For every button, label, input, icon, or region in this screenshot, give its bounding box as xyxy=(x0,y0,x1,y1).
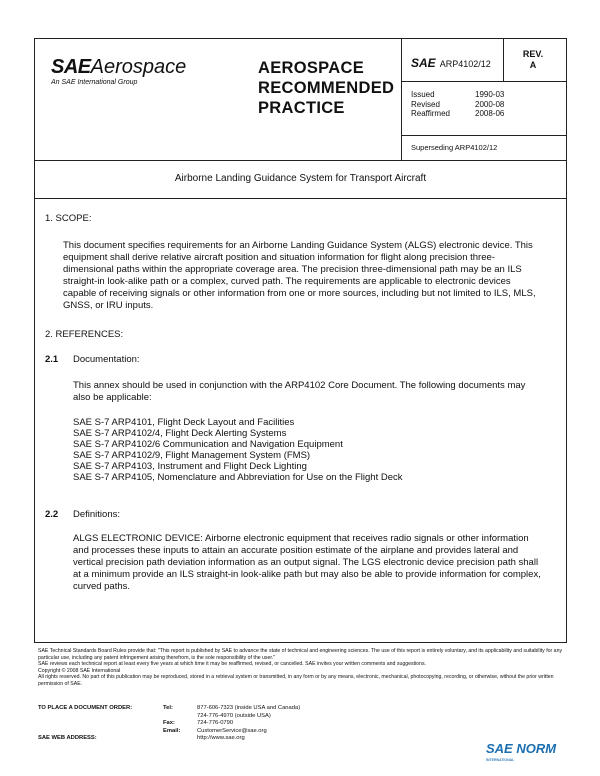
email-label: Email: xyxy=(163,727,181,734)
section-2-1-text: This annex should be used in conjunction with the ARP4102 Core Document. The following documents may also be applicable: xyxy=(73,380,526,403)
tel-label: Tel: xyxy=(163,705,173,711)
doc-mark: SAE xyxy=(411,56,436,70)
reference-item: SAE S-7 ARP4102/9, Flight Management System (FMS) xyxy=(73,450,311,461)
section-2-2-text: ALGS ELECTRONIC DEVICE: Airborne electronic equipment that receives radio signals or other information and processes these inputs to attain an accurate position estimate of the airplane and provides lateral and vertical precision path deviation information as an output signal. The LGS electronic device precision path shall at a minimum provide an ILS straight-in look-alike path but may also be able to provide information for complex, curved paths. xyxy=(73,533,541,592)
title-line-1: AEROSPACE xyxy=(258,59,364,77)
reference-item: SAE S-7 ARP4103, Instrument and Flight Deck Lighting xyxy=(73,461,307,472)
logo-subtitle: An SAE International Group xyxy=(51,79,138,86)
section-2-1-heading: Documentation: xyxy=(73,354,140,365)
web-label: SAE WEB ADDRESS: xyxy=(38,735,97,742)
rev-divider xyxy=(503,39,504,81)
date-label-revised: Revised xyxy=(411,99,440,109)
reference-item: SAE S-7 ARP4101, Flight Deck Layout and Facilities xyxy=(73,417,295,428)
watermark-subtext: INTERNATIONAL xyxy=(486,758,515,762)
fax-label: Fax: xyxy=(163,720,175,727)
footer-review-text: SAE reviews each technical report at least every five years at which time it may be reaffirmed, revised, or cancelled. SAE invites your written comments and suggestions. xyxy=(38,661,426,668)
document-dates xyxy=(411,90,504,119)
header-rule xyxy=(401,81,566,82)
footer-rules-text: SAE Technical Standards Board Rules provide that: "This report is published by SAE to advance the state of technical and engineering sciences. The use of this report is entirely voluntary, and its applicability and suitability for any particular use, including any patent infringement arising therefrom, is the sole responsibility of the user." xyxy=(38,648,563,661)
logo-word: Aerospace xyxy=(90,56,187,78)
legal-footer xyxy=(38,648,568,688)
superseding-note: Superseding ARP4102/12 xyxy=(411,143,498,152)
fax-number: 724-776-0790 xyxy=(197,720,234,727)
reference-list xyxy=(73,417,403,483)
section-2-heading: 2. REFERENCES: xyxy=(45,329,124,340)
reference-item: SAE S-7 ARP4102/4, Flight Deck Alerting Systems xyxy=(73,428,287,439)
doc-number-value: ARP4102/12 xyxy=(439,59,491,69)
section-1-heading: 1. SCOPE: xyxy=(45,213,92,224)
document-number xyxy=(411,56,491,70)
title-line-3: PRACTICE xyxy=(258,99,345,117)
web-link[interactable]: http://www.sae.org xyxy=(197,735,245,742)
footer-copyright: Copyright © 2008 SAE International xyxy=(38,667,121,674)
section-1-text: This document specifies requirements for an Airborne Landing Guidance System (ALGS) electronic device. This equipment shall derive relative aircraft position and situation information for flight along precision three-dimensional paths within the appropriate coverage area. The precision three-dimensional path may be an ILS straight-in look-alike path or a complex, curved path. The requirements are applicable to electronic devices capable of receiving signals or other information from one or more sources, including but not limited to ILS, MLS, GNSS, or IRU inputs. xyxy=(63,240,536,311)
date-value-issued: 1990-03 xyxy=(475,90,505,99)
revision-box xyxy=(511,49,555,71)
reference-item: SAE S-7 ARP4105, Nomenclature and Abbreviation for Use on the Flight Deck xyxy=(73,472,403,483)
footer-rights-text: All rights reserved. No part of this publication may be reproduced, stored in a retrieval system or transmitted, in any form or by any means, electronic, mechanical, photocopying, recording, or otherwise, without the prior written permission of SAE. xyxy=(38,674,554,687)
date-value-reaffirmed: 2008-06 xyxy=(475,109,505,118)
sae-norm-watermark xyxy=(486,741,557,762)
section-2-2-number: 2.2 xyxy=(45,509,59,520)
title-line-2: RECOMMENDED xyxy=(258,79,395,97)
document-title: Airborne Landing Guidance System for Transport Aircraft xyxy=(35,160,566,199)
document-header xyxy=(35,39,566,161)
reference-item: SAE S-7 ARP4102/6 Communication and Navigation Equipment xyxy=(73,439,343,450)
document-frame xyxy=(34,38,567,643)
rev-value: A xyxy=(529,60,537,70)
order-label: TO PLACE A DOCUMENT ORDER: xyxy=(38,705,133,711)
rev-label: REV. xyxy=(522,49,544,59)
logo-mark: SAE xyxy=(51,56,91,78)
sae-aerospace-logo xyxy=(51,56,186,86)
date-value-revised: 2000-08 xyxy=(475,99,505,109)
date-label-issued: Issued xyxy=(411,90,435,99)
date-label-reaffirmed: Reaffirmed xyxy=(411,109,450,118)
watermark-text: SAE NORM xyxy=(486,741,557,756)
header-divider xyxy=(401,39,402,160)
section-2-2-heading: Definitions: xyxy=(73,509,120,520)
header-rule xyxy=(401,135,566,136)
email-link[interactable]: CustomerService@sae.org xyxy=(197,727,267,734)
tel-outside: 724-776-4970 (outside USA) xyxy=(197,712,271,719)
document-type-title xyxy=(258,58,394,118)
section-2-1-number: 2.1 xyxy=(45,354,59,365)
tel-inside: 877-606-7323 (inside USA and Canada) xyxy=(197,705,301,711)
order-contact-block xyxy=(38,705,300,743)
